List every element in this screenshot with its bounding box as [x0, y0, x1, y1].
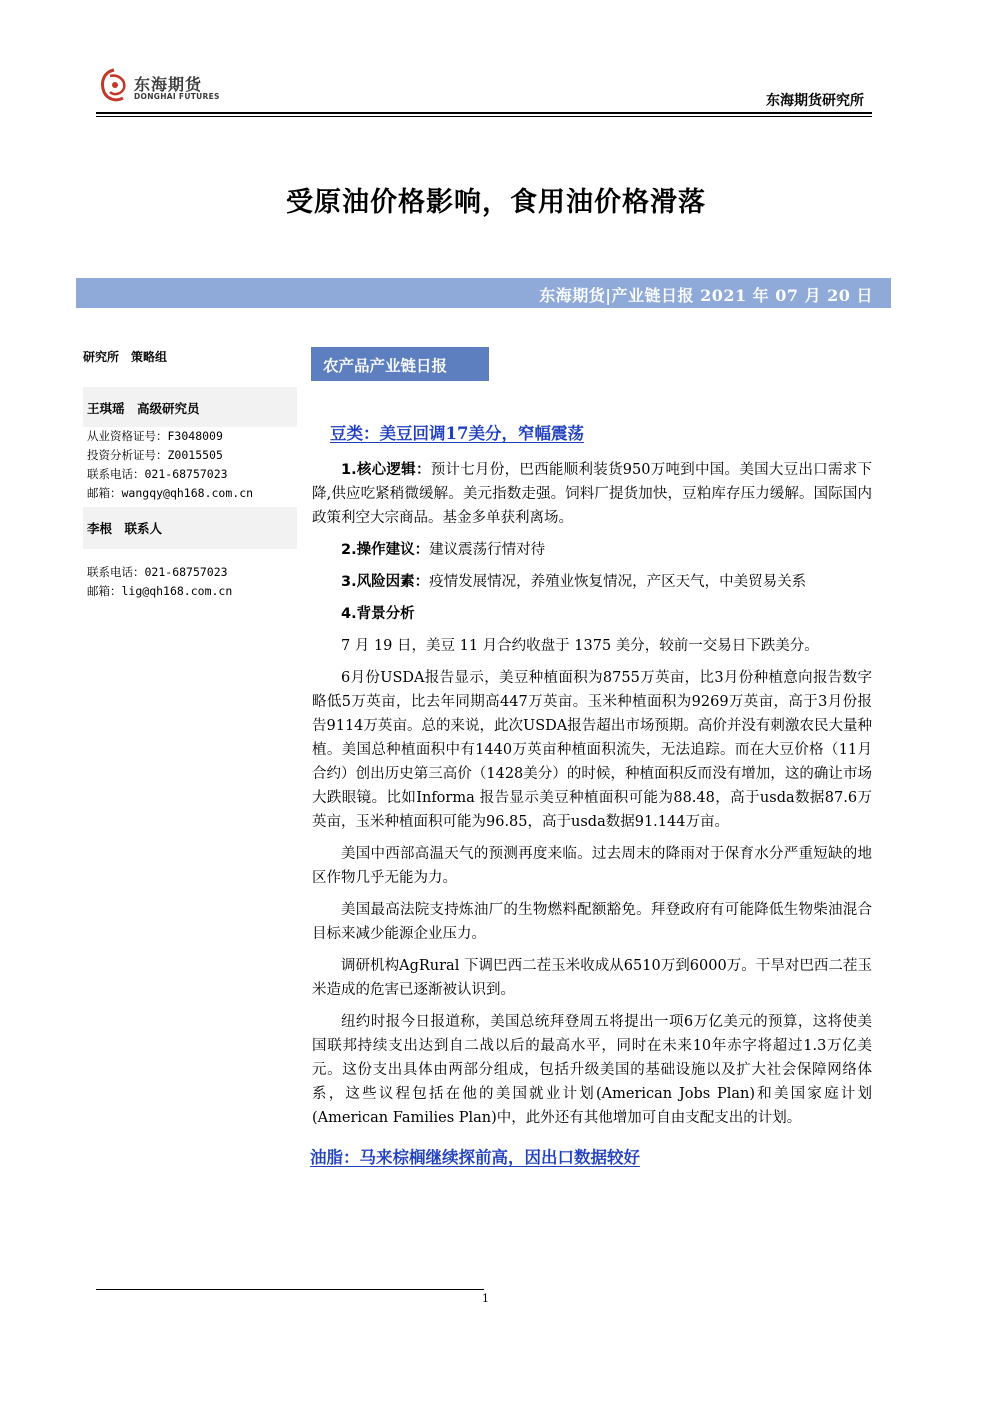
page-title: 受原油价格影响，食用油价格滑落	[286, 187, 706, 218]
background-para-6: 纽约时报今日报道称，美国总统拜登周五将提出一项6万亿美元的预算，这将使美国联邦持续支出达到自二战以后的最高水平，同时在未来10年赤字将超过1.3万亿美元。这份支出具体由两部分组成，包括升级美国的基础设施以及扩大社会保障网络体系，这些议程包括在他的美国就业计划(American Jobs Plan)和美国家庭计划(American Families Plan)中，此外还有其他增加可自由支配支出的计划。	[312, 1014, 872, 1126]
analyst-email[interactable]: 邮箱：wangqy@qh168.com.cn	[87, 486, 254, 500]
core-logic-label: 1.核心逻辑：	[341, 462, 431, 478]
department-label: 研究所 策略组	[83, 350, 168, 364]
soybean-heading[interactable]: 豆类：美豆回调17美分，窄幅震荡	[330, 424, 584, 443]
logo-text-cn: 东海期货	[134, 75, 203, 94]
analyst-phone: 联系电话：021-68757023	[87, 467, 228, 481]
report-band	[76, 278, 891, 308]
risk-paragraph	[312, 570, 872, 594]
background-paragraph	[312, 602, 872, 626]
main-content	[312, 420, 872, 1182]
core-logic-text: 预计七月份，巴西能顺利装货950万吨到中国。美国大豆出口需求下降,供应吃紧稍微缓解。美元指数走强。饲料厂提货加快，豆粕库存压力缓解。国际国内政策利空大宗商品。基金多单获利离场。	[312, 462, 872, 526]
background-para-5: 调研机构AgRural 下调巴西二茬玉米收成从6510万到6000万。干旱对巴西二茬玉米造成的危害已逐渐被认识到。	[312, 958, 872, 998]
advice-paragraph	[312, 538, 872, 562]
advice-text: 建议震荡行情对待	[429, 542, 546, 558]
background-para-2: 6月份USDA报告显示，美豆种植面积为8755万英亩，比3月份种植意向报告数字略低5万英亩，比去年同期高447万英亩。玉米种植面积为9269万英亩，高于3月份报告9114万英亩。总的来说，此次USDA报告超出市场预期。高价并没有刺激农民大量种植。美国总种植面积中有1440万英亩种植面积流失，无法追踪。而在大豆价格（11月合约）创出历史第三高价（1428美分）的时候，种植面积反而没有增加，这的确让市场大跌眼镜。比如Informa 报告显示美豆种植面积可能为88.48，高于usda数据87.6万英亩，玉米种植面积可能为96.85，高于usda数据91.144万亩。	[312, 670, 872, 830]
contact-phone: 联系电话：021-68757023	[87, 565, 228, 579]
author-sidebar	[83, 348, 297, 601]
oils-heading[interactable]: 油脂：马来棕榈继续探前高，因出口数据较好	[310, 1148, 640, 1167]
analyst-cert: 从业资格证号：F3048009	[87, 429, 223, 443]
analyst-invest-cert: 投资分析证号：Z0015505	[87, 448, 223, 462]
footer-rule	[96, 1289, 484, 1290]
analyst-name: 王琪瑶 高级研究员	[87, 401, 200, 416]
advice-label: 2.操作建议：	[341, 542, 430, 558]
header-rule-thin	[96, 116, 872, 117]
contact-email[interactable]: 邮箱：lig@qh168.com.cn	[87, 584, 233, 598]
page-number: 1	[482, 1292, 489, 1305]
background-para-3: 美国中西部高温天气的预测再度来临。过去周末的降雨对于保育水分严重短缺的地区作物几乎无能为力。	[312, 846, 872, 886]
section-tag	[311, 347, 489, 381]
logo-text-en: DONGHAI FUTURES	[134, 92, 220, 101]
background-para-4: 美国最高法院支持炼油厂的生物燃料配额豁免。拜登政府有可能降低生物柴油混合目标来减少能源企业压力。	[312, 902, 872, 942]
background-para-1: 7 月 19 日，美豆 11 月合约收盘于 1375 美分，较前一交易日下跌美分。	[341, 638, 819, 654]
risk-text: 疫情发展情况，养殖业恢复情况，产区天气，中美贸易关系	[429, 574, 807, 590]
risk-label: 3.风险因素：	[341, 574, 430, 590]
background-label: 4.背景分析	[341, 606, 415, 622]
section-tag-label: 农产品产业链日报	[323, 356, 448, 375]
institute-name: 东海期货研究所	[766, 93, 864, 109]
analyst-header	[83, 387, 297, 427]
header-rule	[96, 112, 872, 114]
contact-header	[83, 507, 297, 549]
company-logo	[96, 66, 236, 106]
report-date-label: 东海期货|产业链日报 2021 年 07 月 20 日	[539, 286, 873, 305]
core-logic-paragraph	[312, 458, 872, 530]
contact-name: 李根 联系人	[87, 521, 163, 536]
donghai-logo-icon	[96, 66, 132, 106]
